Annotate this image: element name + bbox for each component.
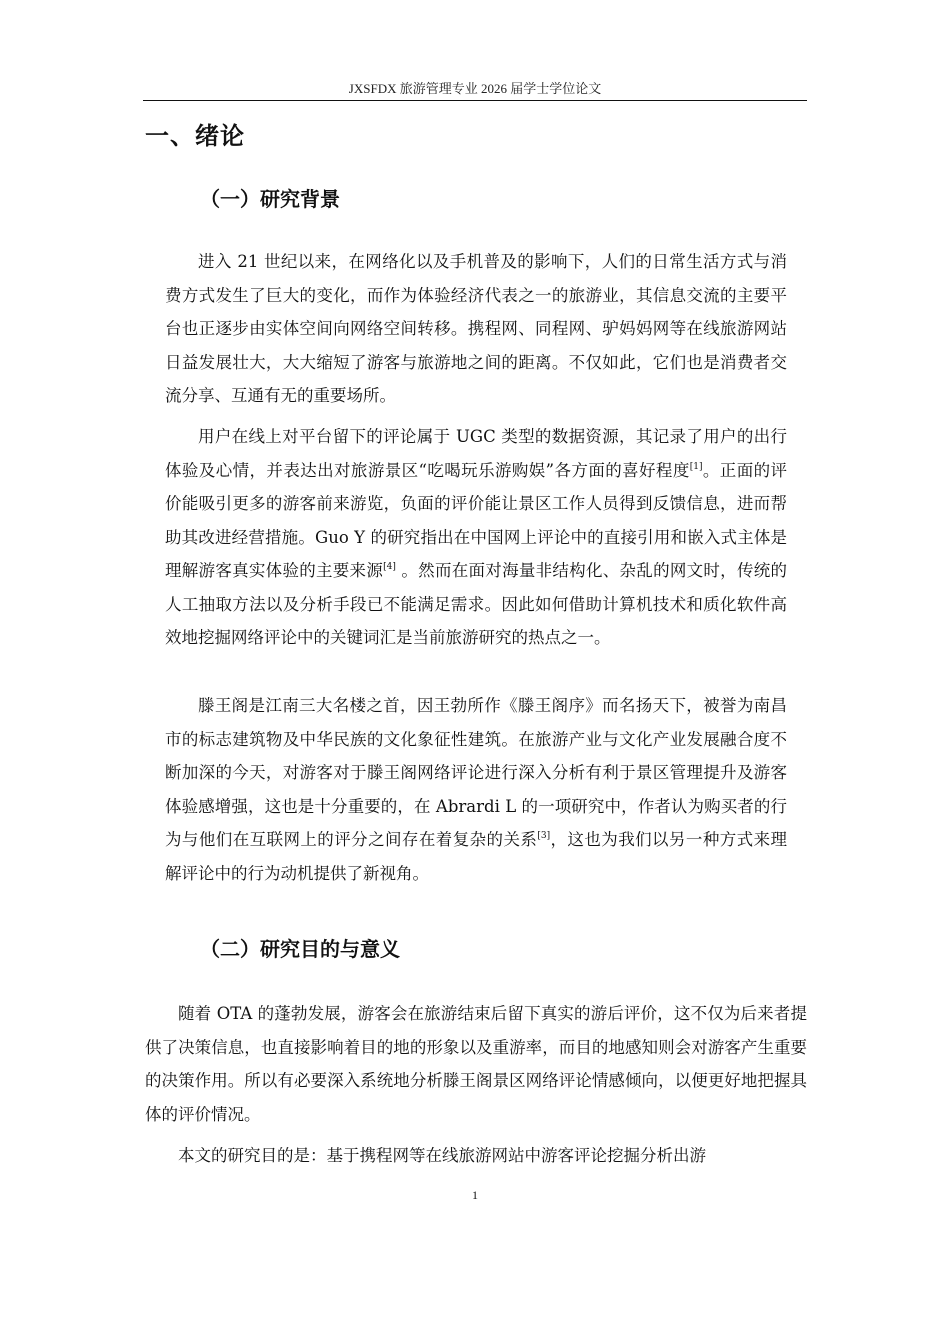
citation-ref: [4] — [383, 562, 396, 572]
chapter-title: 一、绪论 — [145, 122, 245, 150]
section-title-purpose: （二）研究目的与意义 — [200, 937, 400, 961]
paragraph-background-2 — [165, 420, 787, 655]
header-rule — [143, 100, 807, 101]
citation-ref: [3] — [537, 831, 551, 841]
paragraph-background-1: 进入 21 世纪以来，在网络化以及手机普及的影响下，人们的日常生活方式与消费方式发生了巨大的变化，而作为体验经济代表之一的旅游业，其信息交流的主要平台也正逐步由实体空间向网络空间转移。携程网、同程网、驴妈妈网等在线旅游网站日益发展壮大，大大缩短了游客与旅游地之间的距离。不仅如此，它们也是消费者交流分享、互通有无的重要场所。 — [165, 252, 787, 405]
citation-ref: [1] — [689, 461, 703, 472]
paragraph-text: 滕王阁是江南三大名楼之首，因王勃所作《滕王阁序》而名扬天下，被誉为南昌市的标志建筑物及中华民族的文化象征性建筑。在旅游产业与文化产业发展融合度不断加深的今天，对游客对于滕王阁网络评论进行深入分析有利于景区管理提升及游客体验感增强，这也是十分重要的，在 Abrardi L 的一项研究中，作者认为购买者的行为与他们在互联网上的评分之间存在着复杂的关系 — [165, 696, 787, 849]
paragraph-text: 。然而在面对海量非结构化、杂乱的网文时，传统的人工抽取方法以及分析手段已不能满足需求。因此如何借助计算机技术和质化软件高效地挖掘网络评论中的关键词汇是当前旅游研究的热点之一。 — [165, 561, 788, 647]
running-header: JXSFDX 旅游管理专业 2026 届学士学位论文 — [348, 81, 602, 96]
paragraph-text: ，这也为我们以另一种方式来理解评论中的行为动机提供了新视角。 — [165, 830, 788, 883]
paragraph-background-3 — [165, 689, 787, 890]
section-title-background: （一）研究背景 — [200, 187, 340, 211]
paragraph-purpose-2: 本文的研究目的是：基于携程网等在线旅游网站中游客评论挖掘分析出游 — [178, 1146, 706, 1165]
paragraph-text: 用户在线上对平台留下的评论属于 UGC 类型的数据资源，其记录了用户的出行体验及心情，并表达出对旅游景区“吃喝玩乐游购娱”各方面的喜好程度 — [165, 427, 787, 480]
paragraph-text: 。正面的评价能吸引更多的游客前来游览，负面的评价能让景区工作人员得到反馈信息，进而帮助其改进经营措施。Guo Y 的研究指出在中国网上评论中的直接引用和嵌入式主体是理解游客真实体验的主要来源 — [165, 460, 788, 580]
page-number: 1 — [472, 1188, 478, 1202]
paragraph-purpose-1: 随着 OTA 的蓬勃发展，游客会在旅游结束后留下真实的游后评价，这不仅为后来者提供了决策信息，也直接影响着目的地的形象以及重游率，而目的地感知则会对游客产生重要的决策作用。所以有必要深入系统地分析滕王阁景区网络评论情感倾向，以便更好地把握具体的评价情况。 — [145, 1004, 807, 1124]
